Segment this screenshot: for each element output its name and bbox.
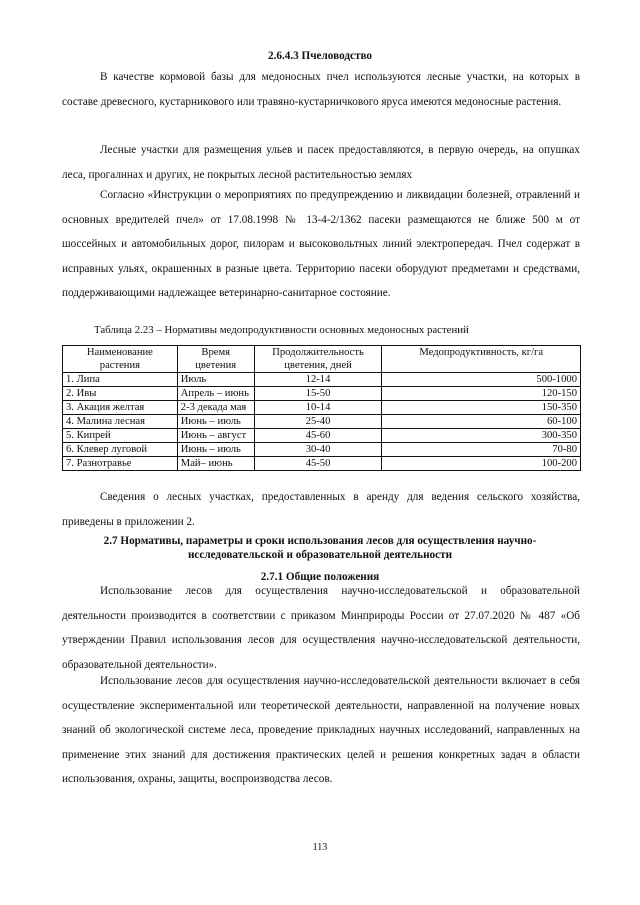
cell-name: 4. Малина лесная	[63, 415, 178, 429]
cell-bloom-time: Апрель – июнь	[177, 387, 254, 401]
cell-bloom-time: Май– июнь	[177, 457, 254, 471]
table-row	[63, 443, 581, 457]
cell-productivity: 70-80	[382, 443, 581, 457]
cell-bloom-time: 2-3 декада мая	[177, 401, 254, 415]
cell-duration: 45-60	[254, 429, 382, 443]
paragraph-forage-base: В качестве кормовой базы для медоносных пчел используются лесные участки, на которых в составе древесного, кустарникового или травяно-кустарничкового яруса имеются медоносные растения.	[62, 71, 580, 108]
paragraph-lease-info: Сведения о лесных участках, предоставленных в аренду для ведения сельского хозяйства, приведены в приложении 2.	[62, 491, 580, 528]
cell-duration: 25-40	[254, 415, 382, 429]
cell-name: 5. Кипрей	[63, 429, 178, 443]
table-row	[63, 373, 581, 387]
cell-productivity: 500-1000	[382, 373, 581, 387]
cell-name: 6. Клевер луговой	[63, 443, 178, 457]
column-header-productivity: Медопродуктивность, кг/га	[382, 346, 581, 373]
cell-bloom-time: Июнь – август	[177, 429, 254, 443]
cell-productivity: 300-350	[382, 429, 581, 443]
table-row	[63, 401, 581, 415]
paragraph-order-reference: Использование лесов для осуществления научно-исследовательской и образовательной деятельности производится в соответствии с приказом Минприроды России от 27.07.2020 № 487 «Об утверждении Правил использования лесов для осуществления научно-исследовательской деятельности, образовательной деятельности».	[62, 585, 580, 671]
cell-name: 7. Разнотравье	[63, 457, 178, 471]
section-heading-2-7-line2: исследовательской и образовательной деятельности	[187, 549, 453, 561]
section-heading-2-7-1: 2.7.1 Общие положения	[260, 571, 380, 583]
table-row	[63, 415, 581, 429]
cell-bloom-time: Июнь – июль	[177, 415, 254, 429]
cell-name: 3. Акация желтая	[63, 401, 178, 415]
cell-bloom-time: Июнь – июль	[177, 443, 254, 457]
section-heading-2-7-line1: 2.7 Нормативы, параметры и сроки использования лесов для осуществления научно-	[103, 535, 537, 547]
cell-name: 1. Липа	[63, 373, 178, 387]
honey-productivity-table	[62, 345, 581, 471]
cell-duration: 30-40	[254, 443, 382, 457]
paragraph-apiary-plots: Лесные участки для размещения ульев и пасек предоставляются, в первую очередь, на опушках леса, прогалинах и других, не покрытых лесной растительностью землях	[62, 144, 580, 181]
cell-bloom-time: Июль	[177, 373, 254, 387]
table-row	[63, 387, 581, 401]
column-header-name: Наименование растения	[63, 346, 178, 373]
paragraph-research-use: Использование лесов для осуществления научно-исследовательской деятельности включает в себя осуществление экспериментальной или теоретической деятельности, направленной на получение новых знаний об экологической системе леса, проведение прикладных научных исследований, направленных на применение этих знаний для достижения практических целей и решения конкретных задач в области использования, охраны, защиты, воспроизводства лесов.	[62, 675, 580, 785]
cell-productivity: 150-350	[382, 401, 581, 415]
cell-productivity: 60-100	[382, 415, 581, 429]
cell-productivity: 120-150	[382, 387, 581, 401]
cell-duration: 45-50	[254, 457, 382, 471]
cell-productivity: 100-200	[382, 457, 581, 471]
table-row	[63, 429, 581, 443]
column-header-bloom-time: Время цветения	[177, 346, 254, 373]
cell-duration: 15-50	[254, 387, 382, 401]
table-header-row	[63, 346, 581, 373]
column-header-duration: Продолжительность цветения, дней	[254, 346, 382, 373]
paragraph-instruction: Согласно «Инструкции о мероприятиях по предупреждению и ликвидации болезней, отравлений и основных вредителей пчел» от 17.08.1998 № 13-4-2/1362 пасеки размещаются не ближе 500 м от шоссейных и автомобильных дорог, пилорам и высоковольтных линий электропередач. Пчел содержат в исправных ульях, окрашенных в разные цвета. Территорию пасеки оборудуют предметами и средствами, поддерживающими надлежащее ветеринарно-санитарное состояние.	[62, 189, 580, 299]
page-number: 113	[312, 842, 328, 853]
cell-duration: 10-14	[254, 401, 382, 415]
table-caption: Таблица 2.23 – Нормативы медопродуктивности основных медоносных растений	[94, 324, 469, 336]
section-heading-beekeeping: 2.6.4.3 Пчеловодство	[267, 50, 373, 62]
cell-name: 2. Ивы	[63, 387, 178, 401]
table-row	[63, 457, 581, 471]
cell-duration: 12-14	[254, 373, 382, 387]
